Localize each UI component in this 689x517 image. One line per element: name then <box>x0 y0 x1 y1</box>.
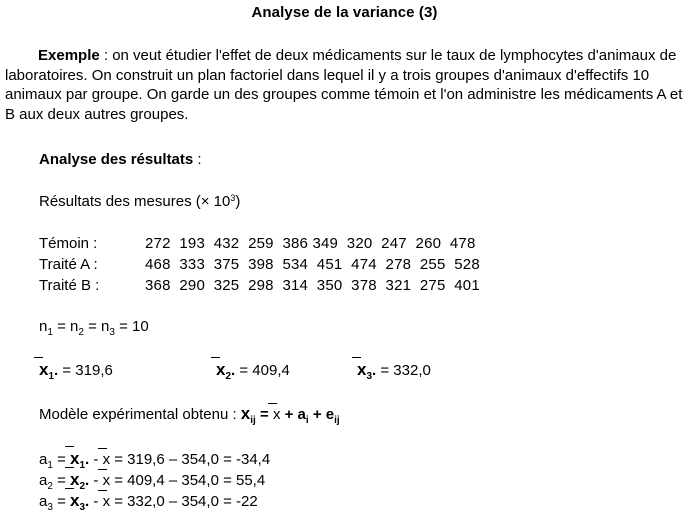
row-values-temoin: 272 193 432 259 386 349 320 247 260 478 <box>145 235 476 252</box>
effect-a2: $a_2 = x_2$. - x = 409,4 – 354,0 = 55,4 <box>39 470 266 492</box>
row-label-temoin: Témoin : <box>39 235 98 252</box>
page-title: Analyse de la variance (3) <box>251 4 438 21</box>
sample-sizes-line: $n_1 = n_2 = n_3 = 10$ <box>39 318 149 338</box>
row-label-traite-b: Traité B : <box>39 277 100 294</box>
mean-group-1: $x_1$. = 319,6 <box>39 360 113 382</box>
mean-group-3: $x_3$. = 332,0 <box>357 360 431 382</box>
results-heading: Analyse des résultats <box>39 151 194 168</box>
row-values-traite-b: 368 290 325 298 314 350 378 321 275 401 <box>145 277 480 294</box>
model-line: Modèle expérimental obtenu : $x_{ij} = x + a_i + e_{ij}$ <box>39 404 340 426</box>
intro-paragraph <box>5 46 685 124</box>
row-values-traite-a: 468 333 375 398 534 451 474 278 255 528 <box>145 256 480 273</box>
row-label-traite-a: Traité A : <box>39 256 98 273</box>
measures-label-line: Résultats des mesures (× $10^3$) <box>39 193 241 210</box>
effect-a3: $a_3 = x_3$. - x = 332,0 – 354,0 = -22 <box>39 491 258 513</box>
mean-group-2: $x_2$. = 409,4 <box>216 360 290 382</box>
example-text: : on veut étudier l'effet de deux médicaments sur le taux de lymphocytes d'animaux de laboratoires. On construit un plan factoriel dans lequel il y a trois groupes d'animaux d'effectifs 10 animaux par groupe. On garde un des groupes comme témoin et l'on administre les médicaments A et B aux deux autres groupes. <box>5 47 683 123</box>
model-label: Modèle expérimental obtenu : <box>39 406 241 423</box>
effect-a1: $a_1 = x_1$. - x = 319,6 – 354,0 = -34,4 <box>39 449 271 471</box>
results-heading-line: Analyse des résultats : <box>39 151 202 168</box>
example-lead: Exemple <box>38 47 100 64</box>
measures-label: Résultats des mesures (× 10 <box>39 193 231 210</box>
